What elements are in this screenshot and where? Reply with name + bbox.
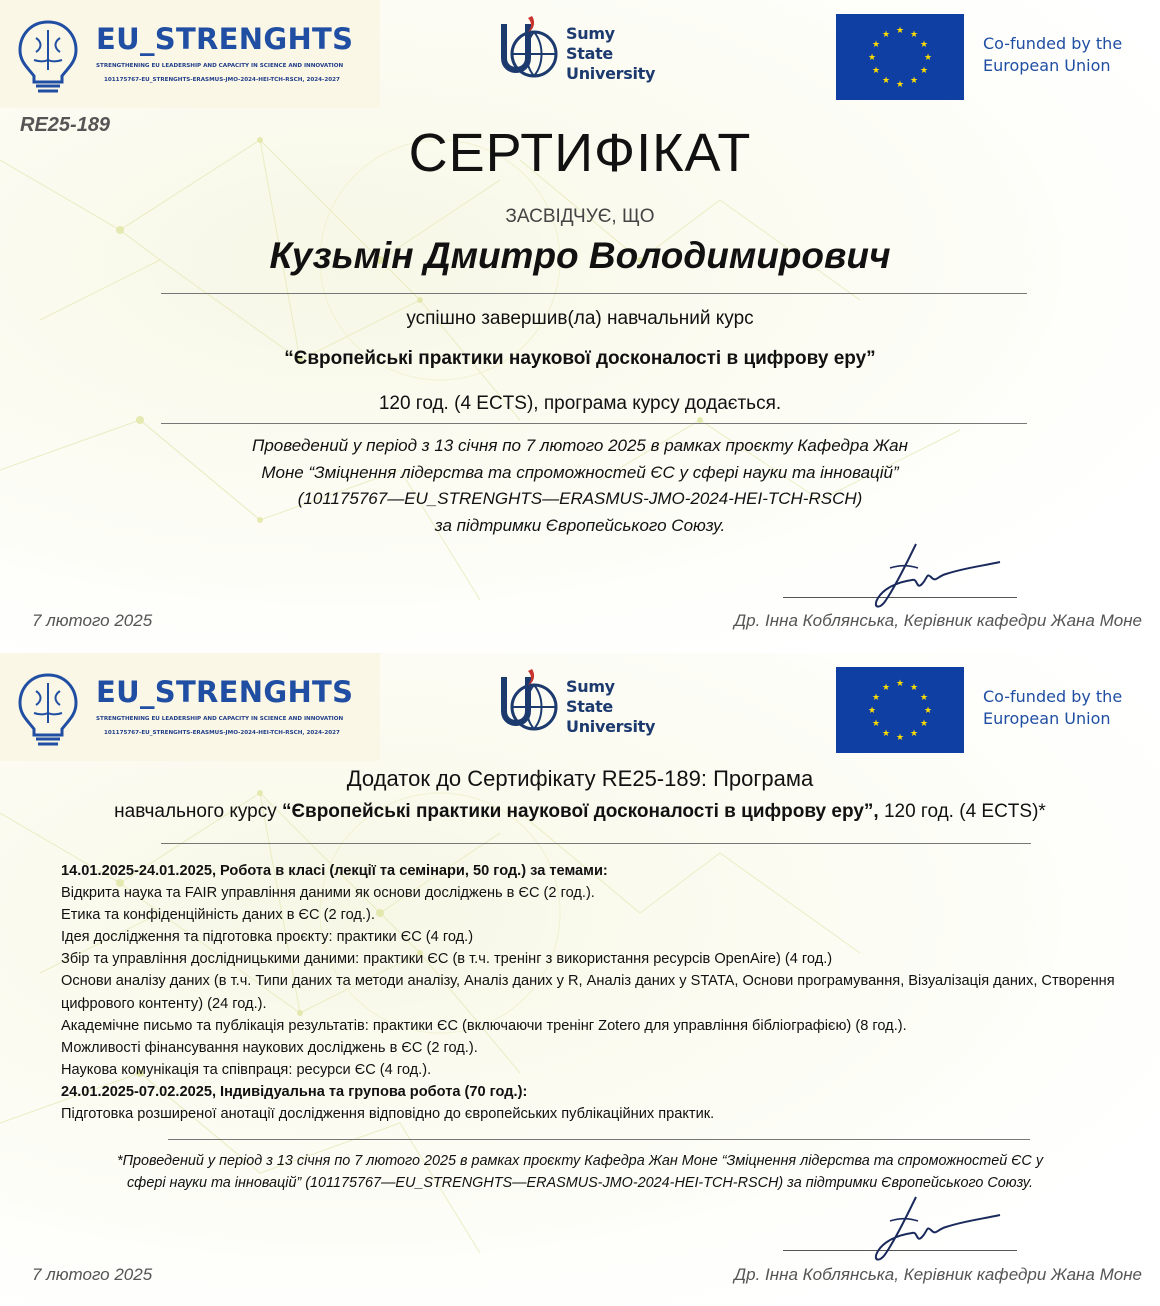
annex-subtitle: навчального курсу “Європейські практики наукової досконалості в цифрову еру”, 120 год. (4 ECTS)*: [114, 801, 1046, 822]
signer-name: Др. Інна Коблянська, Керівник кафедри Жана Моне: [734, 1265, 1142, 1284]
program-block-heading: 14.01.2025-24.01.2025, Робота в класі (лекції та семінари, 50 год.) за темами:: [61, 863, 608, 879]
program-topic: Можливості фінансування наукових досліджень в ЄС (2 год.).: [61, 1039, 478, 1056]
cofunded-label: Co-funded by the European Union: [983, 34, 1123, 75]
program-topic: Етика та конфіденційність даних в ЄС (2 год.).: [61, 907, 375, 924]
svg-text:★: ★: [919, 693, 929, 703]
svg-text:★: ★: [919, 719, 929, 729]
svg-text:★: ★: [909, 76, 919, 86]
sumy-state-university-emblem-icon: [498, 14, 562, 86]
program-topic: Ідея дослідження та підготовка проєкту: практики ЄС (4 год.): [61, 929, 474, 946]
svg-text:★: ★: [881, 683, 891, 693]
certificate-number: RE25-189: [20, 114, 111, 136]
svg-text:★: ★: [895, 679, 905, 689]
annex-page: [0, 653, 1160, 1306]
svg-text:★: ★: [871, 66, 881, 76]
svg-text:★: ★: [871, 40, 881, 50]
svg-text:★: ★: [923, 706, 933, 716]
svg-text:★: ★: [881, 76, 891, 86]
completion-text: успішно завершив(ла) навчальний курс: [406, 308, 754, 329]
signer-name: Др. Інна Коблянська, Керівник кафедри Жана Моне: [734, 611, 1142, 630]
program-block-heading: 24.01.2025-07.02.2025, Індивідуальна та групова робота (70 год.):: [61, 1083, 528, 1100]
eu-strenghts-code: 101175767-EU_STRENGHTS-ERASMUS-JMO-2024-HEI-TCH-RSCH, 2024-2027: [104, 77, 340, 83]
brain-lightbulb-icon: [14, 18, 82, 96]
svg-text:★: ★: [867, 706, 877, 716]
svg-text:★: ★: [871, 719, 881, 729]
course-hours: 120 год. (4 ECTS), програма курсу додається.: [378, 393, 782, 414]
svg-text:★: ★: [895, 26, 905, 36]
divider: [161, 293, 1027, 294]
svg-text:★: ★: [923, 53, 933, 63]
program-topic: Академічне письмо та публікація результатів: практики ЄС (включаючи тренінг Zotero для управління бібліографією) (8 год.).: [61, 1017, 907, 1034]
svg-text:★: ★: [867, 53, 877, 63]
program-topic: Відкрита наука та FAIR управління даними як основи досліджень в ЄС (2 год.).: [61, 885, 595, 902]
svg-text:★: ★: [909, 729, 919, 739]
annex-title: Додаток до Сертифікату RE25-189: Програма: [346, 766, 814, 791]
eu-strenghts-title: EU_STRENGHTS: [96, 22, 354, 56]
eu-flag-icon: [836, 14, 964, 100]
certificate-title: СЕРТИФІКАТ: [408, 123, 752, 183]
sumy-state-university-emblem-icon: [498, 667, 562, 739]
eu-strenghts-logo: [0, 0, 380, 108]
conducted-text: Проведений у період з 13 січня по 7 лютого 2025 в рамках проєкту Кафедра Жан Моне “Зміцнення лідерства та спроможностей ЄС у сфері науки та інновацій” (101175767—EU_STRENGHTS—ERASMUS-JMO-2024-HEI-TCH-RSCH) за підтримки Європейського Союзу.: [252, 436, 908, 535]
eu-flag-icon: [836, 667, 964, 753]
program-topic: Збір та управління дослідницькими даними: практики ЄС (в т.ч. тренінг з використання ресурсів OpenAire) (4 год.): [61, 951, 833, 968]
divider: [161, 423, 1027, 424]
svg-text:★: ★: [919, 66, 929, 76]
annex-date: 7 лютого 2025: [32, 1265, 153, 1284]
recipient-name: Кузьмін Дмитро Володимирович: [269, 235, 891, 276]
certificate-date: 7 лютого 2025: [32, 611, 153, 630]
program-content: [61, 860, 1151, 1125]
course-title: “Європейські практики наукової досконалості в цифрову еру”: [284, 348, 876, 369]
divider: [168, 1139, 1030, 1140]
eu-strenghts-subtitle: STRENGTHENING EU LEADERSHIP AND CAPACITY IN SCIENCE AND INNOVATION: [96, 716, 344, 722]
cofunded-label: Co-funded by the European Union: [983, 687, 1123, 728]
eu-strenghts-code: 101175767-EU_STRENGHTS-ERASMUS-JMO-2024-HEI-TCH-RSCH, 2024-2027: [104, 730, 340, 736]
sumy-state-university-name: Sumy State University: [566, 24, 656, 83]
program-topic: Підготовка розширеної анотації дослідження відповідно до європейських публікаційних практик.: [61, 1106, 715, 1123]
svg-text:★: ★: [881, 30, 891, 40]
svg-text:★: ★: [909, 30, 919, 40]
brain-lightbulb-icon: [14, 671, 82, 749]
handwritten-signature: [846, 1191, 1006, 1267]
program-topic: Наукова комунікація та співпраця: ресурси ЄС (4 год.).: [61, 1061, 432, 1078]
svg-text:★: ★: [909, 683, 919, 693]
attests-label: ЗАСВІДЧУЄ, ЩО: [505, 206, 655, 227]
program-footnote: *Проведений у період з 13 січня по 7 лютого 2025 в рамках проєкту Кафедра Жан Моне “Зміцнення лідерства та спроможностей ЄС у сфері науки та інновацій” (101175767—EU_STRENGHTS—ERASMUS-JMO-2024-HEI-TCH-RSCH) за підтримки Європейського Союзу.: [116, 1153, 1044, 1191]
svg-text:★: ★: [895, 80, 905, 90]
svg-text:★: ★: [881, 729, 891, 739]
handwritten-signature: [846, 538, 1006, 614]
eu-strenghts-title: EU_STRENGHTS: [96, 675, 354, 709]
svg-text:★: ★: [871, 693, 881, 703]
svg-text:★: ★: [895, 733, 905, 743]
divider: [161, 843, 1031, 844]
eu-strenghts-logo: [0, 653, 380, 761]
svg-text:★: ★: [919, 40, 929, 50]
eu-strenghts-subtitle: STRENGTHENING EU LEADERSHIP AND CAPACITY IN SCIENCE AND INNOVATION: [96, 63, 344, 69]
sumy-state-university-name: Sumy State University: [566, 677, 656, 736]
program-topic: Основи аналізу даних (в т.ч. Типи даних та методи аналізу, Аналіз даних у R, Аналіз даних у STATA, Основи програмування, Візуалізація даних, Створення цифрового контенту) (24 год.).: [61, 973, 1115, 1012]
